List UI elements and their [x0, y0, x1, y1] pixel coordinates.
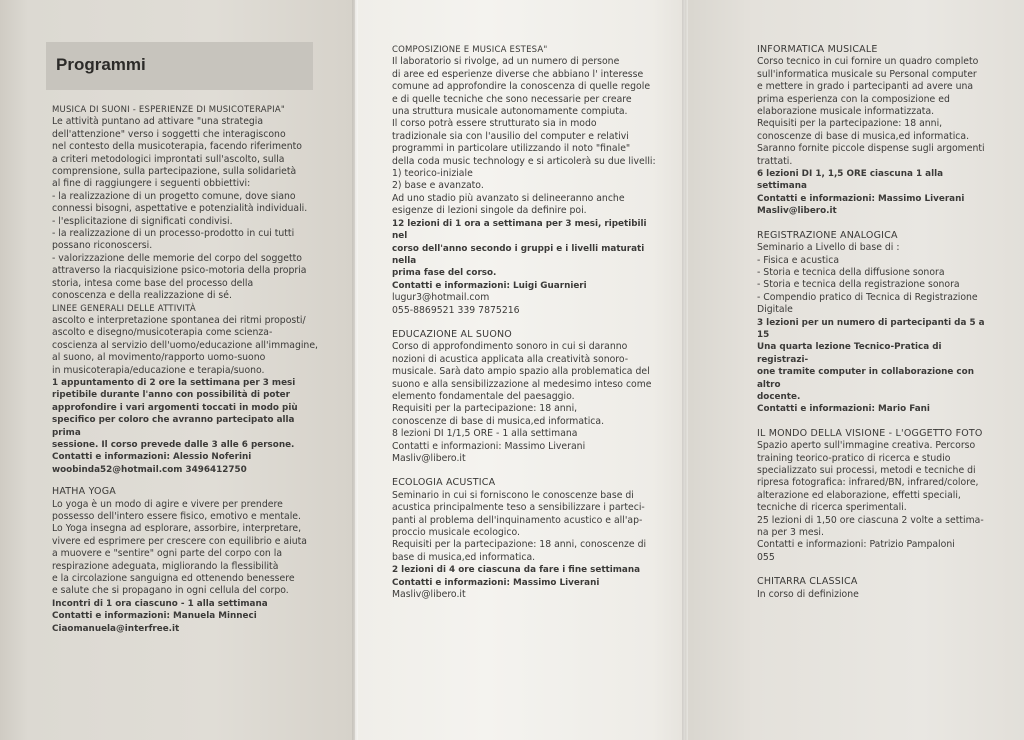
hatha-email[interactable]: Ciaomanuela@interfree.it: [52, 623, 180, 634]
musica-schedule: [52, 377, 322, 451]
fold-line: [352, 0, 358, 740]
text-line: al fine di raggiungere i seguenti obbiettivi:: [52, 178, 251, 190]
text-line: ripetibile durante l'anno con possibilità di poter: [52, 390, 290, 401]
text-line: 1) teorico-iniziale: [392, 168, 473, 180]
text-line: conoscenza e della realizzazione di sé.: [52, 290, 232, 302]
text-line: 25 lezioni di 1,50 ore ciascuna 2 volte a settima-: [757, 514, 984, 526]
text-line: coscienza al servizio dell'uomo/educazione all'immagine,: [52, 339, 318, 351]
text-line: ascolto e disegno/musicoterapia come scienza-: [52, 327, 273, 339]
text-line: una struttura musicale autonomamente compiuta.: [392, 106, 628, 118]
text-line: di aree ed esperienze diverse che abbiano l' interesse: [392, 68, 644, 80]
text-line: Lo yoga è un modo di agire e vivere per prendere: [52, 498, 283, 510]
text-line: Requisiti per la partecipazione: 18 anni,: [392, 403, 578, 415]
educazione-contact: Contatti e informazioni: Massimo Liverani: [392, 440, 586, 452]
informatica-contact: Contatti e informazioni: Massimo Liverani: [757, 193, 965, 204]
text-line: esigenze di lezioni singole da definire poi.: [392, 205, 587, 217]
column-right: [757, 44, 987, 601]
informatica-email[interactable]: Masliv@libero.it: [757, 206, 837, 217]
text-line: Spazio aperto sull'immagine creativa. Percorso: [757, 440, 976, 452]
text-line: Digitale: [757, 304, 793, 316]
text-line: a muovere e "sentire" ogni parte del corpo con la: [52, 548, 283, 560]
text-line: e di quelle tecniche che sono necessarie per creare: [392, 93, 632, 105]
text-line: - Compendio pratico di Tecnica di Registrazione: [757, 291, 978, 303]
text-line: training teorico-pratico di ricerca e studio: [757, 452, 951, 464]
text-line: - Storia e tecnica della diffusione sonora: [757, 266, 945, 278]
text-line: Lo Yoga insegna ad esplorare, assorbire, interpretare,: [52, 523, 302, 535]
text-line: e la circolazione sanguigna ed ottenendo benessere: [52, 573, 295, 585]
section-heading-informatica: INFORMATICA MUSICALE: [757, 44, 878, 55]
visione-contact: Contatti e informazioni: Patrizio Pampaloni: [757, 539, 955, 551]
musica-contact: Contatti e informazioni: Alessio Noferini: [52, 452, 252, 463]
section-heading-musica: MUSICA DI SUONI - ESPERIENZE DI MUSICOTERAPIA": [52, 105, 285, 115]
text-line: della coda music technology e si articolerà su due livelli:: [392, 155, 656, 167]
text-line: dell'attenzione" verso i soggetti che interagiscono: [52, 128, 286, 140]
composizione-contact: Contatti e informazioni: Luigi Guarnieri: [392, 280, 587, 291]
title-banner: [46, 42, 313, 90]
text-line: Requisiti per la partecipazione: 18 anni, conoscenze di: [392, 539, 647, 551]
text-line: prima esperienza con la composizione ed: [757, 93, 950, 105]
text-line: connessi bisogni, aspettative e potenzialità individuali.: [52, 203, 308, 215]
text-line: vivere ed esprimere per crescere con equilibrio e aiuta: [52, 535, 307, 547]
text-line: tradizionale sia con l'ausilio del computer e relativi: [392, 130, 629, 142]
informatica-schedule: 6 lezioni DI 1, 1,5 ORE ciascuna 1 alla settimana: [757, 169, 944, 192]
text-line: Seminario in cui si forniscono le conoscenze base di: [392, 489, 634, 501]
text-line: na per 3 mesi.: [757, 527, 824, 539]
text-line: - Storia e tecnica della registrazione sonora: [757, 279, 960, 291]
text-line: Il laboratorio si rivolge, ad un numero di persone: [392, 56, 620, 68]
text-line: Il corso potrà essere strutturato sia in modo: [392, 118, 597, 130]
linee-description: [52, 315, 322, 377]
text-line: comprensione, sulla partecipazione, sulla solidarietà: [52, 166, 297, 178]
fold-line: [682, 0, 688, 740]
text-line: e salute che si propagano in ogni cellula del corpo.: [52, 585, 289, 597]
text-line: panti al problema dell'inquinamento acustico e all'ap-: [392, 514, 643, 526]
text-line: nozioni di acustica applicata alla creatività sonoro-: [392, 353, 629, 365]
text-line: specifico per coloro che avranno partecipato alla prima: [52, 415, 295, 438]
text-line: comune ad approfondire la conoscenza di quelle regole: [392, 81, 651, 93]
registrazione-schedule: [757, 317, 987, 404]
composizione-email[interactable]: lugur3@hotmail.com: [392, 292, 490, 304]
visione-schedule: [757, 515, 987, 540]
musica-description: [52, 116, 322, 302]
section-heading-chitarra: CHITARRA CLASSICA: [757, 576, 858, 588]
text-line: 1 appuntamento di 2 ore la settimana per 3 mesi: [52, 377, 296, 388]
text-line: al suono, al movimento/rapporto uomo-suono: [52, 352, 266, 364]
text-line: Seminario a Livello di base di :: [757, 242, 900, 254]
text-line: - la realizzazione di un processo-prodotto in cui tutti: [52, 228, 295, 240]
text-line: base di musica,ed informatica.: [392, 551, 536, 563]
composizione-schedule: [392, 218, 660, 280]
text-line: respirazione adeguata, migliorando la flessibilità: [52, 560, 279, 572]
text-line: sull'informatica musicale su Personal computer: [757, 68, 977, 80]
text-line: approfondire i vari argomenti toccati in modo più: [52, 402, 298, 413]
text-line: possano riconoscersi.: [52, 240, 153, 252]
text-line: Corso tecnico in cui fornire un quadro completo: [757, 56, 979, 68]
composizione-phone: 055-8869521 339 7875216: [392, 304, 520, 316]
page-title: Programmi: [56, 55, 146, 74]
visione-description: [757, 440, 987, 514]
text-line: corso dell'anno secondo i gruppi e i livelli maturati nella: [392, 243, 645, 266]
text-line: - l'esplicitazione di significati condivisi.: [52, 215, 233, 227]
text-line: Le attività puntano ad attivare "una strategia: [52, 116, 264, 128]
text-line: sessione. Il corso prevede dalle 3 alle 6 persone.: [52, 439, 295, 450]
text-line: attraverso la riacquisizione psico-motoria della propria: [52, 265, 307, 277]
text-line: trattati.: [757, 155, 793, 167]
text-line: docente.: [757, 391, 801, 402]
text-line: Ad uno stadio più avanzato si delineeranno anche: [392, 192, 625, 204]
text-line: ascolto e interpretazione spontanea dei ritmi proposti/: [52, 314, 306, 326]
text-line: possesso dell'intero essere fisico, emotivo e mentale.: [52, 511, 301, 522]
text-line: - valorizzazione delle memorie del corpo del soggetto: [52, 252, 302, 264]
informatica-description: [757, 56, 987, 168]
subheading-linee: LINEE GENERALI DELLE ATTIVITÀ: [52, 303, 196, 314]
hatha-contact: Contatti e informazioni: Manuela Minneci: [52, 611, 257, 622]
chitarra-status: In corso di definizione: [757, 588, 859, 600]
section-heading-composizione: COMPOSIZIONE E MUSICA ESTESA": [392, 45, 548, 55]
text-line: Una quarta lezione Tecnico-Pratica di registrazi-: [757, 342, 942, 365]
column-middle: [392, 44, 660, 601]
text-line: tecniche di ricerca sperimentali.: [757, 502, 907, 514]
hatha-description: [52, 499, 322, 598]
text-line: 2) base e avanzato.: [392, 180, 484, 192]
ecologia-description: [392, 490, 660, 564]
section-heading-visione: IL MONDO DELLA VISIONE - L'OGGETTO FOTO: [757, 427, 983, 439]
section-heading-registrazione: REGISTRAZIONE ANALOGICA: [757, 229, 898, 241]
text-line: programmi in particolare utilizzando il noto "finale": [392, 143, 631, 155]
registrazione-description: [757, 242, 987, 316]
section-heading-ecologia: ECOLOGIA ACUSTICA: [392, 477, 496, 489]
text-line: - la realizzazione di un progetto comune, dove siano: [52, 190, 296, 202]
text-line: Saranno fornite piccole dispense sugli argomenti: [757, 143, 985, 155]
text-line: elemento fondamentale del paesaggio.: [392, 390, 575, 402]
column-left: [52, 104, 322, 635]
ecologia-contact: Contatti e informazioni: Massimo Liverani: [392, 577, 600, 588]
educazione-email[interactable]: Masliv@libero.it: [392, 453, 466, 464]
musica-email[interactable]: woobinda52@hotmail.com 3496412750: [52, 464, 247, 475]
text-line: a criteri metodologici improntati sull'ascolto, sulla: [52, 153, 285, 165]
text-line: alterazione ed elaborazione, effetti speciali,: [757, 489, 961, 501]
text-line: prima fase del corso.: [392, 268, 497, 279]
text-line: conoscenze di base di musica,ed informatica.: [392, 415, 605, 427]
text-line: - Fisica e acustica: [757, 254, 840, 266]
text-line: suono e alla sensibilizzazione al medesimo inteso come: [392, 378, 652, 390]
hatha-schedule: Incontri di 1 ora ciascuno - 1 alla settimana: [52, 598, 268, 609]
text-line: in musicoterapia/educazione e terapia/suono.: [52, 364, 265, 376]
text-line: 3 lezioni per un numero di partecipanti da 5 a 15: [757, 317, 985, 340]
text-line: storia, intesa come base del processo della: [52, 277, 254, 289]
text-line: conoscenze di base di musica,ed informatica.: [757, 130, 970, 142]
educazione-description: [392, 341, 660, 428]
text-line: musicale. Sarà dato ampio spazio alla problematica del: [392, 366, 650, 378]
text-line: e mettere in grado i partecipanti ad avere una: [757, 81, 974, 93]
visione-phone: 055: [757, 551, 775, 563]
ecologia-schedule: 2 lezioni di 4 ore ciascuna da fare i fine settimana: [392, 565, 641, 576]
section-heading-educazione: EDUCAZIONE AL SUONO: [392, 328, 512, 340]
text-line: Corso di approfondimento sonoro in cui si daranno: [392, 341, 628, 353]
text-line: acustica principalmente teso a sensibilizzare i parteci-: [392, 502, 645, 514]
composizione-description: [392, 56, 660, 217]
text-line: nel contesto della musicoterapia, facendo riferimento: [52, 141, 302, 153]
text-line: 12 lezioni di 1 ora a settimana per 3 mesi, ripetibili nel: [392, 218, 647, 242]
text-line: one tramite computer in collaborazione con altro: [757, 367, 974, 390]
text-line: proccio musicale ecologico.: [392, 527, 520, 539]
text-line: Requisiti per la partecipazione: 18 anni,: [757, 118, 943, 130]
ecologia-email[interactable]: Masliv@libero.it: [392, 589, 466, 601]
text-line: elaborazione musicale informatizzata.: [757, 106, 935, 118]
registrazione-contact: Contatti e informazioni: Mario Fani: [757, 404, 930, 415]
text-line: specializzato sui processi, metodi e tecniche di: [757, 465, 976, 476]
section-heading-hatha: HATHA YOGA: [52, 486, 116, 498]
text-line: ripresa fotografica: infrared/BN, infrared/colore,: [757, 477, 979, 489]
educazione-schedule: 8 lezioni DI 1/1,5 ORE - 1 alla settimana: [392, 428, 578, 440]
